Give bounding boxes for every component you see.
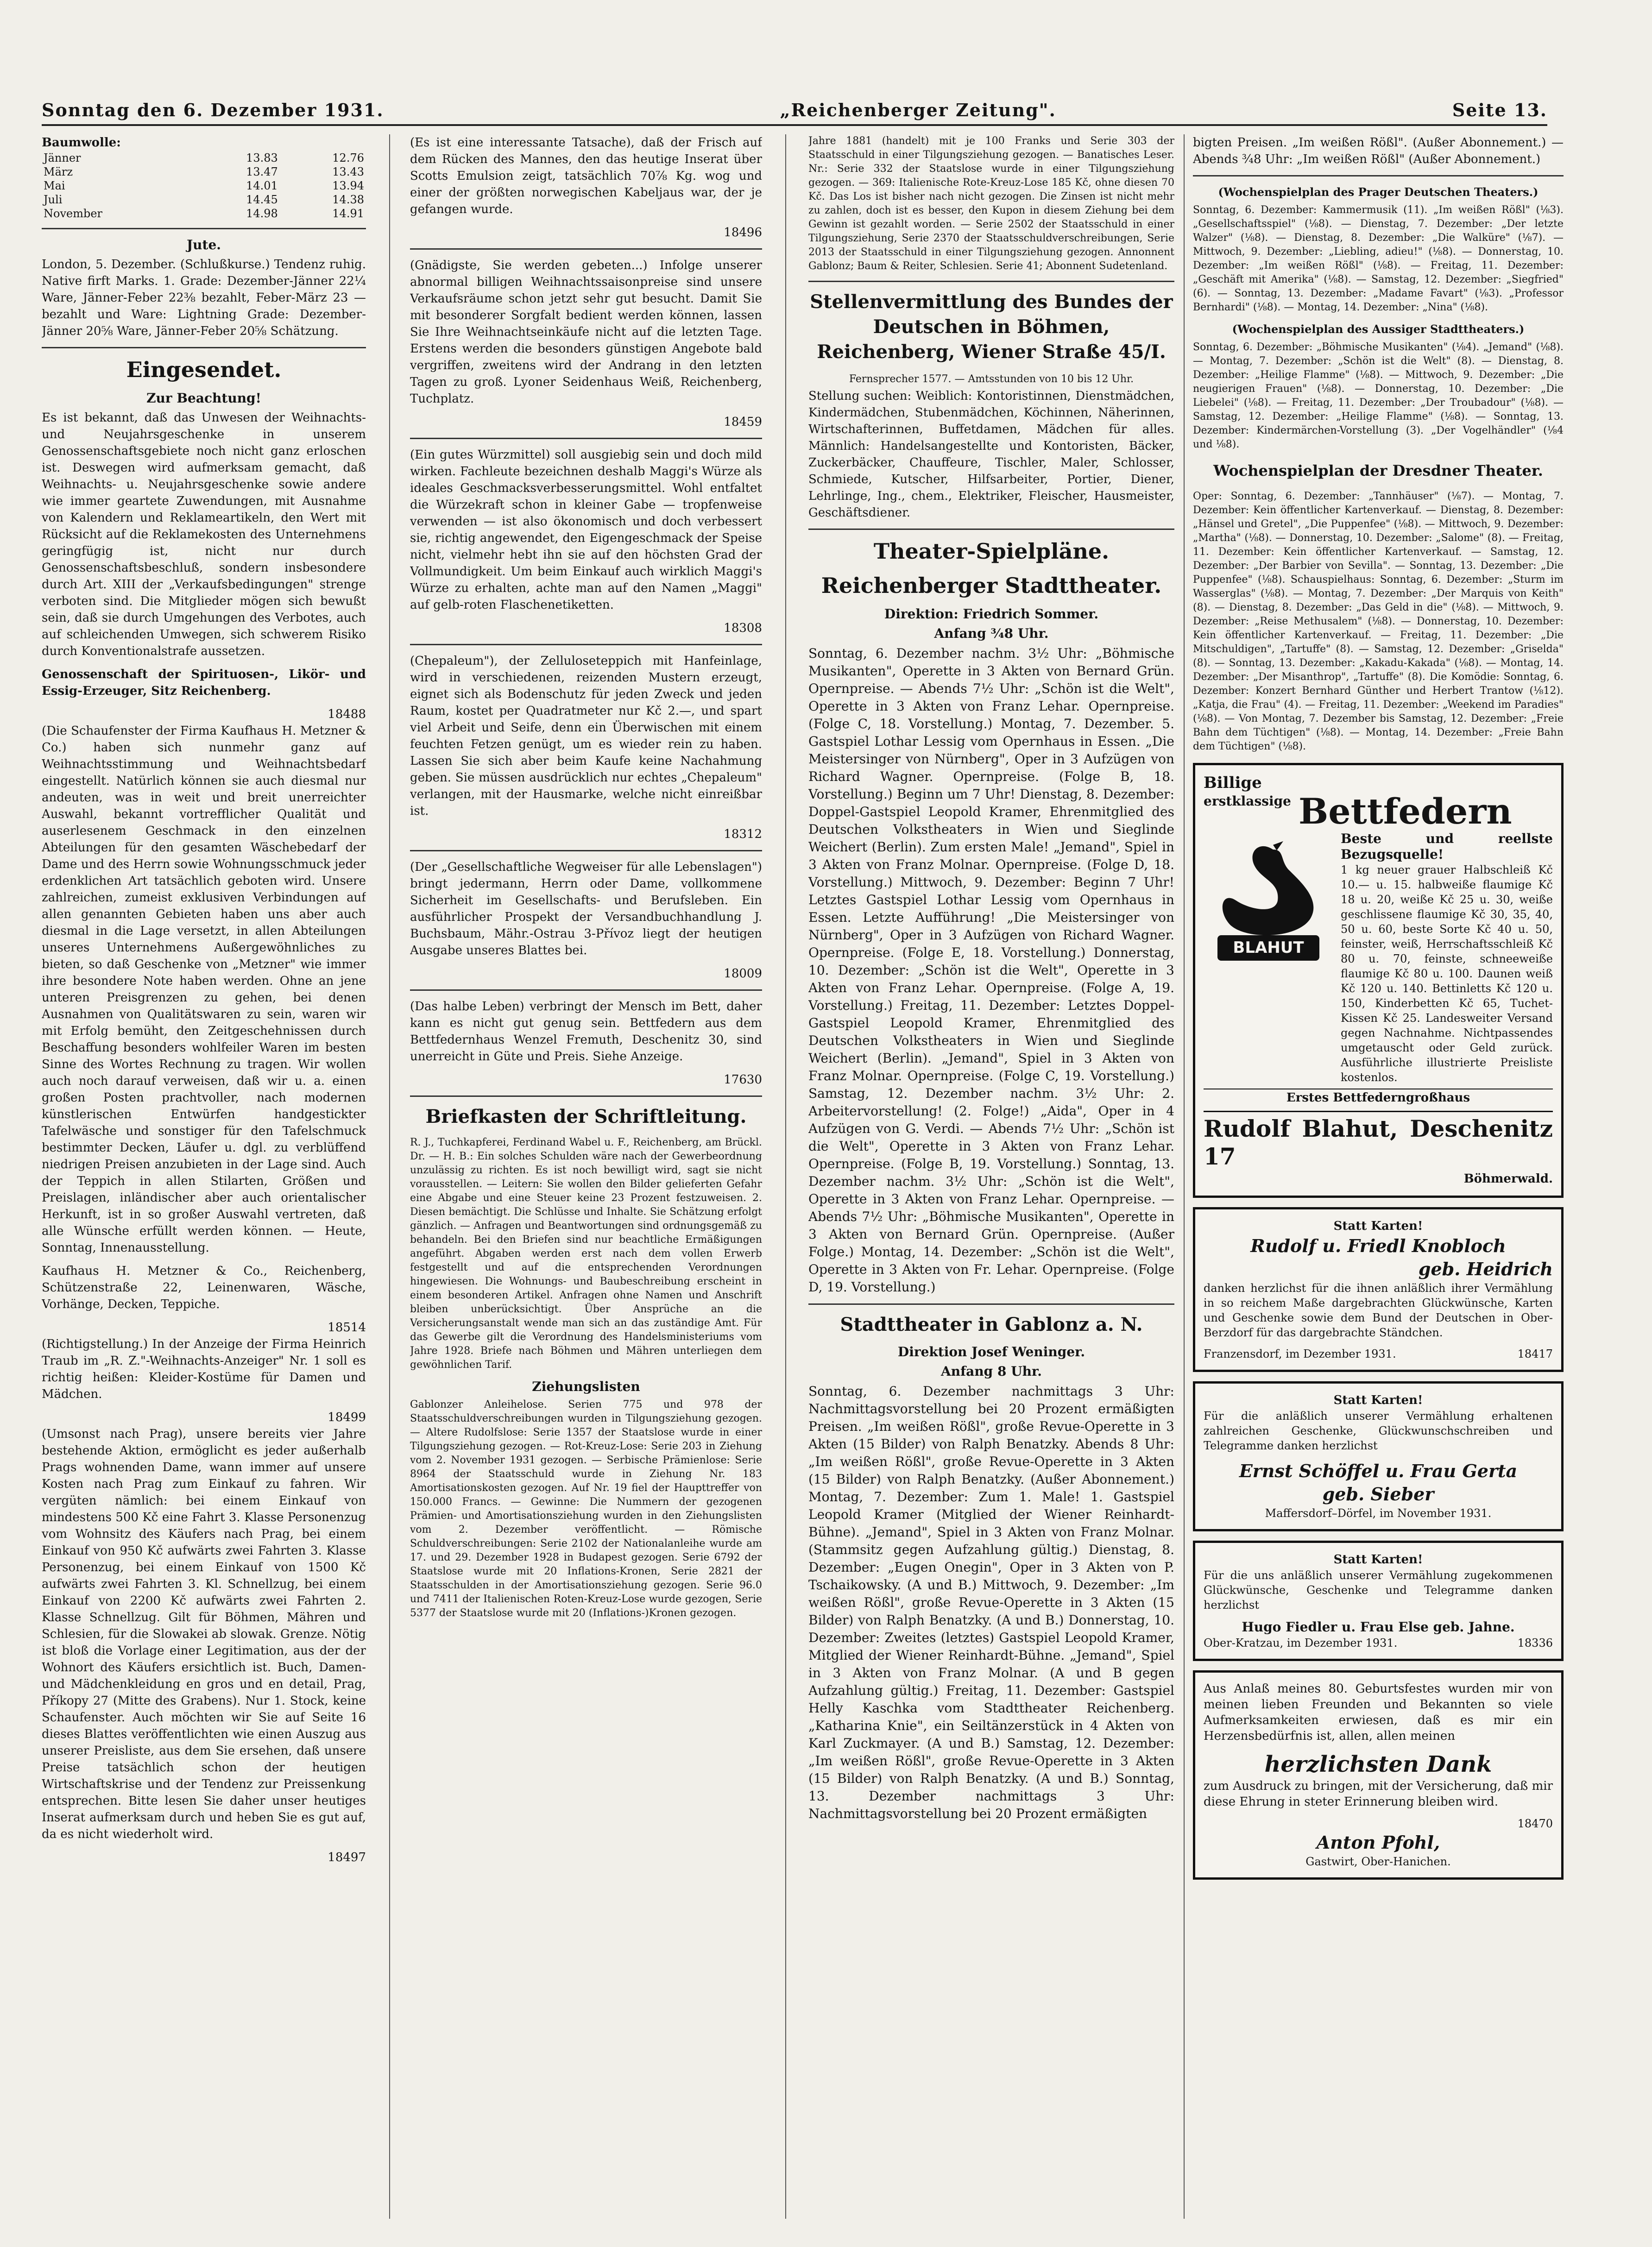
market-price: 13.47 <box>246 165 278 178</box>
market-row <box>42 151 366 165</box>
ad-title: Bettfedern <box>1299 791 1512 832</box>
eingesendet-heading: Eingesendet. <box>126 357 282 382</box>
market-row <box>42 179 366 193</box>
swan-logo-icon <box>1204 831 1333 970</box>
ad-firm: Rudolf Blahut, Deschenitz 17 <box>1204 1111 1553 1171</box>
stellen-heading: Stellenvermittlung des Bundes der Deutschen in Böhmen, Reichenberg, Wiener Straße 45/I. <box>810 291 1173 363</box>
chepaleum-text: (Chepaleum"), der Zelluloseteppich mit Hanfeinlage, wird in verschiedenen, reizenden Mustern erzeugt, eignet sich als Bodenschutz für jeden Zweck und jeden Raum, kostet per Quadratmeter nur Kč 2.—, und spart viel Arbeit und Seife, denn ein Überwischen mit einem feuchten Fetzen genügt, um es wieder rein zu haben. Lassen Sie sich aber beim Kaufe keine Nachahmung geben. Sie müssen ausdrücklich nur echtes „Chepaleum" verlangen, mit der Hausmarke, welche nicht einreißbar ist. <box>410 654 762 818</box>
anfang: Anfang ¾8 Uhr. <box>934 626 1049 641</box>
market-price: 13.83 <box>246 151 278 164</box>
market-price: 14.45 <box>246 193 278 206</box>
dresden-heading: Wochenspielplan der Dresdner Theater. <box>1213 462 1543 479</box>
prag-theater-program: Sonntag, 6. Dezember: Kammermusik (11). „Im weißen Rößl" (⅛3). „Gesellschaftsspiel" (⅛8). — Dienstag, 7. Dezember: „Der letzte Walzer" (⅛8). — Dienstag, 8. Dezember: „Die Walküre" (⅛7). — Mittwoch, 9. Dezember: „Liebling, adieu!" (⅛8). — Donnerstag, 10. Dezember: „Im weißen Rößl" (⅛8). — Freitag, 11. Dezember: „Geschäft mit Amerika" (⅛8). — Samstag, 12. Dezember: „Siegfried" (6). — Sonntag, 13. Dezember: „Madame Favart" (⅛3). „Professor Bernhardi" (⅛8). — Montag, 14. Dezember: „Nina" (⅛8). <box>1193 204 1564 313</box>
divider <box>410 1095 762 1097</box>
stellen-text: Stellung suchen: Weiblich: Kontoristinnen, Dienstmädchen, Kindermädchen, Stubenmädchen, Köchinnen, Näherinnen, Wirtschafterinnen, Buffetdamen, Mädchen für alles. Männlich: Handelsangestellte und Kontoristen, Bäcker, Zuckerbäcker, Chauffeure, Tischler, Maler, Schlosser, Schmiede, Kutscher, Hilfsarbeiter, Portier, Diener, Lehrlinge, Ing., chem., Elektriker, Fleischer, Hausmeister, Geschäftsdiener. <box>808 389 1174 520</box>
divider <box>1193 175 1564 176</box>
swan-label: BLAHUT <box>1233 938 1304 957</box>
notice-number: 18009 <box>724 967 762 981</box>
traub-text: (Richtigstellung.) In der Anzeige der Firma Heinrich Traub im „R. Z."-Weihnachts-Anzeiger" Nr. 1 soll es richtig heißen: Kleider-Kostüme für Damen und Mädchen. <box>42 1337 366 1401</box>
market-price: 14.98 <box>246 207 278 220</box>
column-divider <box>1184 134 1185 2219</box>
market-price: 13.94 <box>332 179 364 192</box>
ad-place: Maffersdorf–Dörfel, im November 1931. <box>1265 1507 1492 1520</box>
maggi-text: (Ein gutes Würzmittel) soll ausgiebig sein und doch mild wirken. Fachleute bezeichnen deshalb Maggi's Würze als ideales Geschmacksverbesserungsmittel. Wohl entfaltet die Würzekraft schon in kleiner Gabe — tropfenweise verwenden — ist also ökonomisch und doch verbessert sie, richtig angewendet, den Eigengeschmack der Speise nicht, vielmehr hebt ihn sie auf den höchsten Grad der Vollmundigkeit. Um beim Einkauf auch wirklich Maggi's Würze zu erhalten, achte man auf den Namen „Maggi" auf gelb-roten Flaschenetiketten. <box>410 448 762 612</box>
ad-role: Gastwirt, Ober-Hanichen. <box>1305 1855 1451 1868</box>
ad-text-2: zum Ausdruck zu bringen, mit der Versicherung, daß mir diese Ehrung in steter Erinnerung bleiben wird. <box>1204 1779 1553 1809</box>
ad-geb: geb. Sieber <box>1322 1484 1434 1504</box>
divider <box>410 438 762 439</box>
jute-report: London, 5. Dezember. (Schlußkurse.) Tendenz ruhig. Native firft Marks. 1. Grade: Dezember-Jänner 22¼ Ware, Jänner-Feber 22⅜ bezahlt, Feber-März 23 — bezahlt und Ware: Lightning Grade: Dezember-Jänner 20⅝ Ware, Jänner-Feber 20⅝ Schätzung. <box>42 258 366 338</box>
beachtung-signature: Genossenschaft der Spirituosen-, Likör- und Essig-Erzeuger, Sitz Reichenberg. <box>42 667 366 698</box>
market-month: Jänner <box>44 151 81 164</box>
stellen-phone: Fernsprecher 1577. — Amtsstunden von 10 bis 12 Uhr. <box>849 373 1134 385</box>
bettfedern-ad <box>1193 763 1564 1198</box>
notice-number: 18496 <box>724 226 762 239</box>
ad-place: Franzensdorf, im Dezember 1931. <box>1204 1347 1396 1360</box>
notice-number: 18514 <box>328 1321 366 1334</box>
bettfedern-text: (Das halbe Leben) verbringt der Mensch im Bett, daher kann es nicht gut genug sein. Bettfedern aus dem Bettfedernhaus Wenzel Fremuth, Deschenitz 30, sind unerreicht in Güte und Preis. Siehe Anzeige. <box>410 1000 762 1064</box>
wegweiser-text: (Der „Gesellschaftliche Wegweiser für alle Lebenslagen") bringt jedermann, Herrn oder Dame, vollkommene Sicherheit im Gesellschafts- und Berufsleben. Ein ausführlicher Prospekt der Versandbuchhandlung J. Buchsbaum, Mähr.-Ostrau 3-Přívoz liegt der heutigen Ausgabe unseres Blattes bei. <box>410 860 762 957</box>
notice-number: 18417 <box>1517 1347 1553 1360</box>
ad-name: Anton Pfohl, <box>1316 1832 1440 1853</box>
metzner-signature: Kaufhaus H. Metzner & Co., Reichenberg, Schützenstraße 22, Leinenwaren, Wäsche, Vorhänge, Decken, Teppiche. <box>42 1264 366 1311</box>
notice-number: 18488 <box>328 707 366 721</box>
page-number: Seite 13. <box>1452 100 1547 120</box>
pfohl-ad <box>1193 1670 1564 1880</box>
theater-program: Sonntag, 6. Dezember nachm. 3½ Uhr: „Böhmische Musikanten", Operette in 3 Akten von Bernard Grün. Opernpreise. — Abends 7½ Uhr: „Schön ist die Welt", Operette in 3 Akten von Franz Lehar. Opernpreise. (Folge C, 18. Vorstellung.) Montag, 7. Dezember. 5. Gastspiel Lothar Lessig vom Opernhaus in Essen. „Die Meistersinger von Nürnberg", Oper in 3 Aufzügen von Richard Wagner. Opernpreise. (Folge B, 18. Vorstellung.) Beginn um 7 Uhr! Dienstag, 8. Dezember: Doppel-Gastspiel Leopold Kramer, Ehrenmitglied des Deutschen Volkstheaters in Wien und Sieglinde Weichert (Berlin). Zum ersten Male! „Jemand", Spiel in 3 Akten von Franz Molnar. Opernpreise. (Folge D, 18. Vorstellung.) Mittwoch, 9. Dezember: Beginn 7 Uhr! Letztes Gastspiel Lothar Lessig vom Opernhaus in Essen. Letzte Aufführung! „Die Meistersinger von Nürnberg", Oper in 3 Aufzügen von Richard Wagner. Opernpreise. (Folge E, 18. Vorstellung.) Donnerstag, 10. Dezember: „Schön ist die Welt", Operette in 3 Akten von Franz Lehar. Opernpreise. (Folge A, 19. Vorstellung.) Freitag, 11. Dezember: Letztes Doppel-Gastspiel Leopold Kramer, Ehrenmitglied des Deutschen Volkstheaters in Wien und Sieglinde Weichert (Berlin). „Jemand", Spiel in 3 Akten von Franz Molnar. Opernpreise. (Folge C, 19. Vorstellung.) Samstag, 12. Dezember nachm. 3½ Uhr: 2. Arbeitervorstellung! (2. Folge!) „Aida", Oper in 4 Aufzügen von G. Verdi. — Abends 7½ Uhr: „Schön ist die Welt", Operette in 3 Akten von Franz Lehar. Opernpreise. (Folge B, 19. Vorstellung.) Sonntag, 13. Dezember nachm. 3½ Uhr: „Schön ist die Welt", Operette in 3 Akten von Franz Lehar. Opernpreise. — Abends 7½ Uhr: „Böhmische Musikanten", Operette in 3 Akten von Bernard Grün. Opernpreise. (Außer Folge.) Montag, 14. Dezember: „Schön ist die Welt", Operette in 3 Akten von Fr. Lehar. Opernpreise. (Folge D, 19. Vorstellung.) <box>808 646 1174 1295</box>
ad-names: Hugo Fiedler u. Frau Else geb. Jahne. <box>1242 1619 1515 1635</box>
lyoner-text: (Gnädigste, Sie werden gebeten...) Infolge unserer abnormal billigen Weihnachtssaisonpreise sind unsere Verkaufsräume schon jetzt sehr gut besucht. Damit Sie mit besonderer Sorgfalt bedient werden können, lassen Sie Ihre Weihnachtseinkäufe nicht auf die letzten Tage. Erstens werden die besonders günstigen Angebote bald vergriffen, zweitens wird der Andrang in den letzten Tagen zu groß. Lyoner Seidenhaus Weiß, Reichenberg, Tuchplatz. <box>410 258 762 406</box>
divider <box>808 281 1174 282</box>
column-4 <box>1193 134 1564 2219</box>
ad-text: Für die uns anläßlich unserer Vermählung zugekommenen Glückwünsche, Geschenke und Telegramme danken herzlichst <box>1204 1569 1553 1611</box>
ad-geb: geb. Heidrich <box>1418 1259 1553 1279</box>
market-month: November <box>44 207 103 220</box>
ad-names: Ernst Schöffel u. Frau Gerta <box>1239 1460 1518 1481</box>
scott-text: (Es ist eine interessante Tatsache), daß der Frisch auf dem Rücken des Mannes, den das heutige Inserat über Scotts Emulsion zeigt, tatsächlich 70⅞ Kg. wog und einer der größten norwegischen Kabeljaus war, der je gefangen wurde. <box>410 136 762 216</box>
gablonz-direktion: Direktion Josef Weninger. <box>897 1344 1085 1360</box>
jute-heading: Jute. <box>186 237 221 252</box>
metzner-text: (Die Schaufenster der Firma Kaufhaus H. Metzner & Co.) haben sich nunmehr ganz auf Weihnachtsstimmung und Weihnachtsbedarf eingestellt. Natürlich können sie auch diesmal nur andeuten, was in weit und breit unerreichter Auswahl, bekannt vortrefflicher Qualität und auserlesenem Geschmack in den einzelnen Abteilungen für den gesamten Wäschebedarf der Dame und des Herrn sowie Wohnungsschmuck jeder erdenklichen Art tatsächlich geboten wird. Unsere zahlreichen, zumeist exklusiven Verbindungen auf allen genannten Gebieten haben uns aber auch diesmal in die Lage versetzt, in allen Abteilungen unseres Unternehmens Außergewöhnliches zu bieten, so daß Geschenke von „Metzner" wie immer ihre besondere Note haben werden. Ohne an jene unteren Preisgrenzen zu gehen, bei denen Ausnahmen von Qualitätswaren zu sein, waren wir mit Erfolg bemüht, den Zeitgeschehnissen durch Beschaffung besonders wohlfeiler Waren im besten Sinne des Wortes Rechnung zu tragen. Wir wollen auch noch darauf verweisen, daß wir u. a. einen großen Posten prachtvoller, nach modernen künstlerischen Entwürfen handgestickter Tafelwäsche und sonstiger für den Tafelschmuck bestimmter Decken, Läufer u. dgl. zu verblüffend niedrigen Preisen anzubieten in der Lage sind. Auch der Teppich in allen Stilarten, Größen und Preislagen, inländischer aber auch orientalischer Herkunft, ist in so großer Auswahl vertreten, daß alle Wünsche erfüllt werden können. — Heute, Sonntag, Innenausstellung. <box>42 724 366 1255</box>
notice-number: 18499 <box>328 1410 366 1424</box>
notice-number: 18497 <box>328 1850 366 1864</box>
market-price: 13.43 <box>332 165 364 178</box>
market-month: Mai <box>44 179 65 192</box>
market-price: 12.76 <box>332 151 364 164</box>
divider <box>410 644 762 645</box>
briefkasten-text: R. J., Tuchkapferei, Ferdinand Wabel u. F., Reichenberg, am Brückl. Dr. — H. B.: Ein solches Schulden wäre nach der Gewerbeordnung unzulässig zu richten. Es ist noch bewilligt wird, sagt sie nicht vorausstellen. — Leitern: Sie wollen den Bilder gelieferten Gefahr eine Abgabe und eine Steuer keine 23 Prozent festzuweisen. 2. Diesen bemächtigt. Die Schlüsse und Inhalte. Sie Schätzung erfolgt gänzlich. — Anfragen und Beantwortungen sind ordnungsgemäß zu behandeln. Bei den Briefen sind nur beachtliche Ermäßigungen angeführt. Abgaben werden erst nach dem vollen Erwerb festgestellt und auf die entsprechenden Verordnungen hingewiesen. Die Wohnungs- und Baubeschreibung erscheint in einem besonderen Artikel. Anfragen ohne Namen und Anschrift bleiben unberücksichtigt. Über Ansprüche an die Versicherungsanstalt wende man sich an das zuständige Amt. Für das Gewerbe gilt die Verordnung des Handelsministeriums vom Jahre 1928. Briefe nach Böhmen und Mähren unterliegen dem gewöhnlichen Tarif. <box>410 1137 762 1371</box>
market-price: 14.38 <box>332 193 364 206</box>
ad-billige: Billige <box>1204 774 1262 792</box>
page-header <box>42 88 1547 120</box>
prag-theater-heading: (Wochenspielplan des Prager Deutschen Theaters.) <box>1218 185 1539 199</box>
ziehungen-heading: Ziehungslisten <box>532 1379 640 1394</box>
theater-heading: Theater-Spielpläne. <box>873 539 1110 564</box>
divider <box>42 228 366 229</box>
ad-dank: herzlichsten Dank <box>1264 1751 1492 1777</box>
gablonz-continued: bigten Preisen. „Im weißen Rößl". (Außer Abonnement.) — Abends ¾8 Uhr: „Im weißen Rößl" (Außer Abonnement.) <box>1193 136 1564 166</box>
ad-place: Ober-Kratzau, im Dezember 1931. <box>1204 1636 1398 1649</box>
market-month: Juli <box>44 193 63 206</box>
notice-number: 18308 <box>724 621 762 635</box>
ad-erstklassige: erstklassige <box>1204 793 1291 809</box>
issue-date: Sonntag den 6. Dezember 1931. <box>42 100 384 120</box>
notice-number: 18459 <box>724 415 762 429</box>
ad-beste: Beste und reellste Bezugsquelle! <box>1341 831 1553 862</box>
divider <box>410 850 762 851</box>
gablonz-anfang: Anfang 8 Uhr. <box>941 1364 1042 1379</box>
statt-karten: Statt Karten! <box>1333 1393 1423 1407</box>
ad-text: danken herzlichst für die ihnen anläßlich ihrer Vermählung in so reichem Maße dargebrachten Glückwünsche, Karten und Geschenke sowie dem Bund der Deutschen in Ober-Berzdorf für das dargebrachte Ständchen. <box>1204 1282 1553 1339</box>
statt-karten: Statt Karten! <box>1333 1219 1423 1233</box>
notice-number: 18470 <box>1517 1817 1553 1830</box>
divider <box>808 1303 1174 1305</box>
lose-text: Jahre 1881 (handelt) mit je 100 Franks und Serie 303 der Staatsschuld in einer Tilgungsziehung gezogen. — Banatisches Leser. Nr.: Serie 332 der Staatslose wurde in einer Tilgungsziehung gezogen. — 369: Italienische Rote-Kreuz-Lose 185 Kč, ohne diesen 70 Kč. Das Los ist bisher nach nicht gezogen. Die Zinsen ist nicht mehr zu zahlen, doch ist es besser, den Kupon in diesem Ziehung bei dem Gewinn ist gezahlt worden. — Serie 2502 der Staatsschuld in einer Tilgungsziehung, Serie 2370 der Staatsschuldverschreibungen, Serie 2013 der Staatsschuld in einer Tilgungsziehung gezogen. Annonnent Gablonz; Baum & Reiter, Schlesien. Serie 41; Abonnent Sudetenland. <box>808 135 1174 272</box>
market-title: Baumwolle: <box>42 136 121 150</box>
aussiger-program: Sonntag, 6. Dezember: „Böhmische Musikanten" (⅛4). „Jemand" (⅛8). — Montag, 7. Dezember: „Schön ist die Welt" (8). — Dienstag, 8. Dezember: „Heilige Flamme" (⅛8). — Mittwoch, 9. Dezember: „Die neugierigen Frauen" (⅛8). — Donnerstag, 10. Dezember: „Die Liebelei" (⅛8). — Freitag, 11. Dezember: „Der Troubadour" (⅛8). — Samstag, 12. Dezember: „Heilige Flamme" (⅛8). — Sonntag, 13. Dezember: Kindermärchen-Vorstellung (3). „Der Vogelhändler" (⅛4 und ⅛8). <box>1193 341 1564 450</box>
statt-karten: Statt Karten! <box>1333 1553 1423 1567</box>
gablonz-program: Sonntag, 6. Dezember nachmittags 3 Uhr: Nachmittagsvorstellung bei 20 Prozent ermäßigten Preisen. „Im weißen Rößl", große Revue-Operette in 3 Akten (15 Bilder) von Ralph Benatzky. Abends 8 Uhr: „Im weißen Rößl", große Revue-Operette in 3 Akten (15 Bilder) von Ralph Benatzky. (Außer Abonnement.) Montag, 7. Dezember: Zum 1. Male! 1. Gastspiel Leopold Kramer (Mitglied der Wiener Reinhardt-Bühne). „Jemand", Spiel in 3 Akten von Franz Molnar. (Stammsitz gegen Aufzahlung gültig.) Dienstag, 8. Dezember: „Eugen Onegin", Oper in 3 Akten von P. Tschaikowsky. (A und B.) Mittwoch, 9. Dezember: „Im weißen Rößl", große Revue-Operette in 3 Akten (15 Bilder) von Ralph Benatzky. (A und B.) Donnerstag, 10. Dezember: Zweites (letztes) Gastspiel Leopold Kramer, Mitglied der Wiener Reinhardt-Bühne. „Jemand", Spiel in 3 Akten von Franz Molnar. (A und B gegen Aufzahlung gültig.) Freitag, 11. Dezember: Gastspiel Helly Kaschka vom Stadttheater Reichenberg. „Katharina Knie", ein Seiltänzerstück in 4 Akten von Karl Zuckmayer. (A und B.) Samstag, 12. Dezember: „Im weißen Rößl", große Revue-Operette in 3 Akten (15 Bilder) von Ralph Benatzky. (A und B.) Sonntag, 13. Dezember nachmittags 3 Uhr: Nachmittagsvorstellung bei 20 Prozent ermäßigten <box>808 1384 1174 1821</box>
ad-text: Für die anläßlich unserer Vermählung erhaltenen zahlreichen Geschenke, Glückwunschschreiben und Telegramme danken herzlichst <box>1204 1410 1553 1452</box>
ad-bottom: Erstes Bettfederngroßhaus <box>1204 1089 1553 1106</box>
column-divider <box>785 134 786 2219</box>
column-3 <box>808 134 1174 2219</box>
market-price: 14.91 <box>332 207 364 220</box>
newspaper-title: „Reichenberger Zeitung". <box>780 100 1056 120</box>
market-row <box>42 207 366 220</box>
notice-number: 18312 <box>724 827 762 841</box>
market-table <box>42 151 366 220</box>
divider <box>808 529 1174 530</box>
divider <box>410 248 762 250</box>
market-row <box>42 165 366 179</box>
knobloch-ad <box>1193 1207 1564 1372</box>
ad-text: 1 kg neuer grauer Halbschleiß Kč 10.— u. 15. halbweiße flaumige Kč 18 u. 20, weiße Kč 25 u. 30, weiße geschlissene flaumige Kč 30, 35, 40, 50 u. 60, beste Sorte Kč 40 u. 50, feinster, weiß, Herrschaftsschleiß Kč 80 u. 70, feinste, schneeweiße flaumige Kč 80 u. 100. Daunen weiß Kč 120 u. 140. Bettinletts Kč 120 u. 150, Kinderbetten Kč 65, Tuchet-Kissen Kč 25. Landesweiter Versand gegen Nachnahme. Nichtpassendes umgetauscht oder Geld zurück. Ausführliche illustrierte Preisliste kostenlos. <box>1341 863 1553 1084</box>
dresden-program: Oper: Sonntag, 6. Dezember: „Tannhäuser" (⅛7). — Montag, 7. Dezember: Kein öffentlicher Kartenverkauf. — Dienstag, 8. Dezember: „Hänsel und Gretel", „Die Puppenfee" (⅛8). — Mittwoch, 9. Dezember: „Martha" (⅛8). — Donnerstag, 10. Dezember: „Salome" (8). — Freitag, 11. Dezember: Kein öffentlicher Kartenverkauf. — Samstag, 12. Dezember: „Der Barbier von Sevilla". — Sonntag, 13. Dezember: „Die Puppenfee" (⅛8). Schauspielhaus: Sonntag, 6. Dezember: „Sturm im Wasserglas" (⅛8). — Montag, 7. Dezember: „Der Marquis von Keith" (8). — Dienstag, 8. Dezember: „Das Geld in die" (⅛8). — Mittwoch, 9. Dezember: „Reise Methusalem" (⅛8). — Donnerstag, 10. Dezember: Kein öffentlicher Kartenverkauf. — Freitag, 11. Dezember: „Die Mitschuldigen", „Tartuffe" (8). — Samstag, 12. Dezember: „Griselda" (8). — Sonntag, 13. Dezember: „Kakadu-Kakada" (⅛8). — Montag, 14. Dezember: „Der Misanthrop", „Tartuffe" (8). Die Komödie: Sonntag, 6. Dezember: Konzert Bernhard Günther und Herbert Trantow (⅛12). „Katja, die Frau" (4). — Freitag, 11. Dezember: „Weekend im Paradies" (⅛8). — Von Montag, 7. Dezember bis Samstag, 12. Dezember: „Freie Bahn dem Tüchtigen" (⅛8). — Montag, 14. Dezember: „Freie Bahn dem Tüchtigen" (⅛8). <box>1193 491 1564 752</box>
aussiger-heading: (Wochenspielplan des Aussiger Stadttheaters.) <box>1232 322 1525 336</box>
market-price: 14.01 <box>246 179 278 192</box>
prag-text: (Umsonst nach Prag), unsere bereits vier Jahre bestehende Aktion, ermöglicht es jeder außerhalb Prags wohnenden Dame, wann immer auf unsere Kosten nach Prag zum Einkauf zu fahren. Wir vergüten nämlich: bei einem Einkauf von mindestens 500 Kč eine Fahrt 3. Klasse Personenzug vom Wohnsitz des Käufers nach Prag, bei einem Einkauf von 950 Kč aufwärts zwei Fahrten 3. Klasse Personenzug, bei einem Einkauf von 1500 Kč aufwärts zwei Fahrten 3. Kl. Schnellzug, bei einem Einkauf von 2200 Kč aufwärts zwei Fahrten 2. Klasse Schnellzug. Gilt für Böhmen, Mähren und Schlesien, für die Slowakei ab slowak. Grenze. Nötig ist bloß die Vorlage einer Legitimation, aus der der Wohnort des Käufers ersichtlich ist. Buch, Damen- und Mädchenkleidung en gros und en detail, Prag, Příkopy 27 (Mitte des Grabens). Nur 1. Stock, keine Schaufenster. Auch möchten wir Sie auf Seite 16 dieses Blattes veröffentlichten wie einen Auszug aus unserer Preisliste, aus dem Sie ersehen, daß unsere Preise tatsächlich schon der heutigen Wirtschaftskrise und der Tendenz zur Preissenkung entsprechen. Bitte lesen Sie daher unser heutiges Inserat aufmerksam durch und heben Sie es gut auf, da es nicht wiederholt wird. <box>42 1427 366 1841</box>
market-row <box>42 193 366 207</box>
briefkasten-heading: Briefkasten der Schriftleitung. <box>425 1106 747 1127</box>
direktion: Direktion: Friedrich Sommer. <box>884 606 1099 622</box>
ad-text: Aus Anlaß meines 80. Geburtsfestes wurden mir von meinen lieben Freunden und Bekannten so viele Aufmerksamkeiten erwiesen, daß es mir ein Herzensbedürfnis ist, allen, allen meinen <box>1204 1682 1553 1743</box>
ziehungen-text: Gablonzer Anleihelose. Serien 775 und 978 der Staatsschuldverschreibungen wurden in Tilgungsziehung gezogen. — Altere Rudolfslose: Serie 1357 der Staatslose wurde in einer Tilgungsziehung gezogen. — Rot-Kreuz-Lose: Serie 203 in Ziehung vom 2. November 1931 gezogen. — Serbische Prämienlose: Serie 8964 der Staatsschuld wurde in Ziehung Nr. 183 Amortisationskosten gezogen. Auf Nr. 19 fiel der Haupttreffer von 150.000 Francs. — Gewinne: Die Nummern der gezogenen Prämien- und Amortisationsziehung wurden in den Ziehungslisten vom 2. Dezember veröffentlicht. — Römische Schuldverschreibungen: Serie 2102 der Nationalanleihe wurde am 17. und 29. Dezember 1928 in Budapest gezogen. Serie 6792 der Staatslose wurde mit 20 Inflations-Kronen, Serie 2821 der Staatsschulden in der Amortisationsziehung gezogen. Serie 96.0 und 7411 der Italienischen Roten-Kreuz-Lose wurde gezogen, Serie 5377 der Staatslose wurde mit 20 (Inflations-)Kronen gezogen. <box>410 1399 762 1619</box>
header-rule <box>42 124 1547 126</box>
beachtung-heading: Zur Beachtung! <box>146 390 261 406</box>
beachtung-text: Es ist bekannt, daß das Unwesen der Weihnachts- und Neujahrsgeschenke in unserem Genossenschaftsgebiete noch nicht ganz erloschen ist. Deswegen wird aufmerksam gemacht, daß Weihnachts- u. Neujahrsgeschenke sowie andere wie immer geartete Zuwendungen, mit Ausnahme von Kalendern und Reklameartikeln, den Wert mit Rücksicht auf die Reklamekosten des Unternehmens geringfügig ist, nicht nur durch Genossenschaftsbeschluß, sondern insbesondere durch Art. XIII der „Verkaufsbedingungen" strenge verboten sind. Die Mitglieder mögen sich bewußt sein, daß sie durch Umgehungen des Verbotes, auch auf schleichenden Umwegen, sich schwerem Risiko durch Konventionalstrafe aussetzen. <box>42 411 366 658</box>
notice-number: 18336 <box>1517 1636 1553 1649</box>
column-2 <box>410 134 762 2219</box>
column-divider <box>389 134 390 2219</box>
ad-place: Böhmerwald. <box>1463 1172 1553 1186</box>
schoffel-ad <box>1193 1381 1564 1531</box>
stadttheater-heading: Reichenberger Stadttheater. <box>821 573 1162 598</box>
divider <box>410 989 762 991</box>
divider <box>42 347 366 348</box>
fiedler-ad <box>1193 1541 1564 1661</box>
notice-number: 17630 <box>724 1073 762 1087</box>
gablonz-heading: Stadttheater in Gablonz a. N. <box>840 1314 1143 1335</box>
column-1 <box>42 134 366 2219</box>
ad-names: Rudolf u. Friedl Knobloch <box>1250 1235 1506 1256</box>
market-month: März <box>44 165 73 178</box>
